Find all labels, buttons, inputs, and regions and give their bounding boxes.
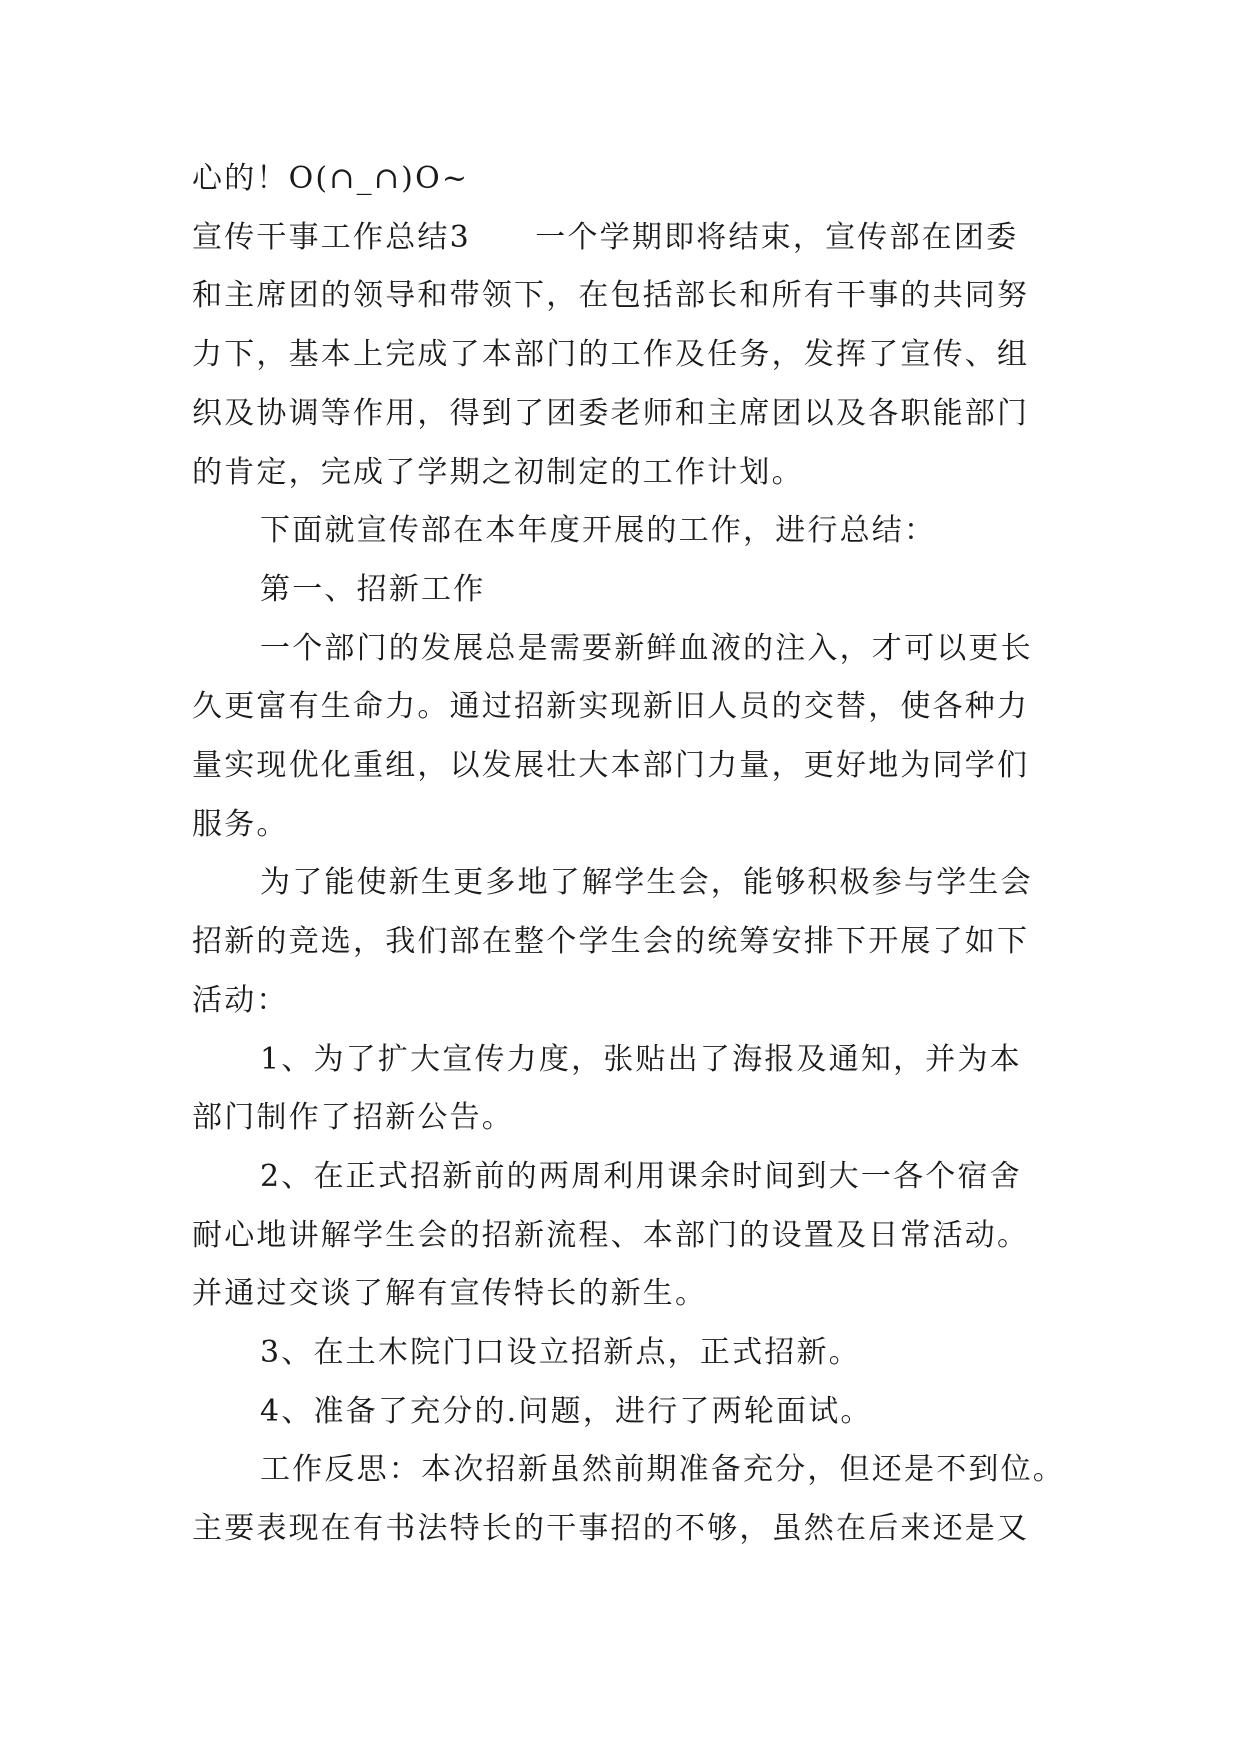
text-line: 一个部门的发展总是需要新鲜血液的注入，才可以更长 xyxy=(260,630,1033,666)
text-line: 为了能使新生更多地了解学生会，能够积极参与学生会 xyxy=(260,865,1033,901)
text-line: 和主席团的领导和带领下，在包括部长和所有干事的共同努 xyxy=(192,278,1030,314)
text-line: 主要表现在有书法特长的干事招的不够，虽然在后来还是又 xyxy=(192,1511,1030,1547)
text-line: 并通过交谈了解有宣传特长的新生。 xyxy=(192,1276,708,1312)
text-line: 量实现优化重组，以发展壮大本部门力量，更好地为同学们 xyxy=(192,748,1030,784)
document-body xyxy=(192,150,1065,1559)
text-line: 力下，基本上完成了本部门的工作及任务，发挥了宣传、组 xyxy=(192,337,1030,373)
list-item: 4、准备了充分的.问题，进行了两轮面试。 xyxy=(260,1393,873,1429)
list-item: 1、为了扩大宣传力度，张贴出了海报及通知，并为本 xyxy=(260,1041,1022,1077)
list-item: 3、在土木院门口设立招新点，正式招新。 xyxy=(260,1335,861,1371)
text-line: 织及协调等作用，得到了团委老师和主席团以及各职能部门 xyxy=(192,395,1030,431)
text-line: 活动： xyxy=(192,982,289,1018)
text-line: 宣传干事工作总结3 一个学期即将结束，宣传部在团委 xyxy=(192,219,1019,255)
text-line: 工作反思：本次招新虽然前期准备充分，但还是不到位。 xyxy=(260,1452,1065,1488)
text-line: 心的！O(∩_∩)O~ xyxy=(192,161,470,196)
list-item: 2、在正式招新前的两周利用课余时间到大一各个宿舍 xyxy=(260,1158,1022,1194)
text-line: 久更富有生命力。通过招新实现新旧人员的交替，使各种力 xyxy=(192,689,1030,725)
text-line: 下面就宣传部在本年度开展的工作，进行总结： xyxy=(260,513,937,549)
text-line: 服务。 xyxy=(192,806,289,842)
text-line: 的肯定，完成了学期之初制定的工作计划。 xyxy=(192,454,804,490)
text-line: 招新的竞选，我们部在整个学生会的统筹安排下开展了如下 xyxy=(192,924,1030,960)
text-line: 部门制作了招新公告。 xyxy=(192,1100,514,1136)
text-line: 耐心地讲解学生会的招新流程、本部门的设置及日常活动。 xyxy=(192,1217,1030,1253)
section-heading: 第一、招新工作 xyxy=(260,571,486,607)
